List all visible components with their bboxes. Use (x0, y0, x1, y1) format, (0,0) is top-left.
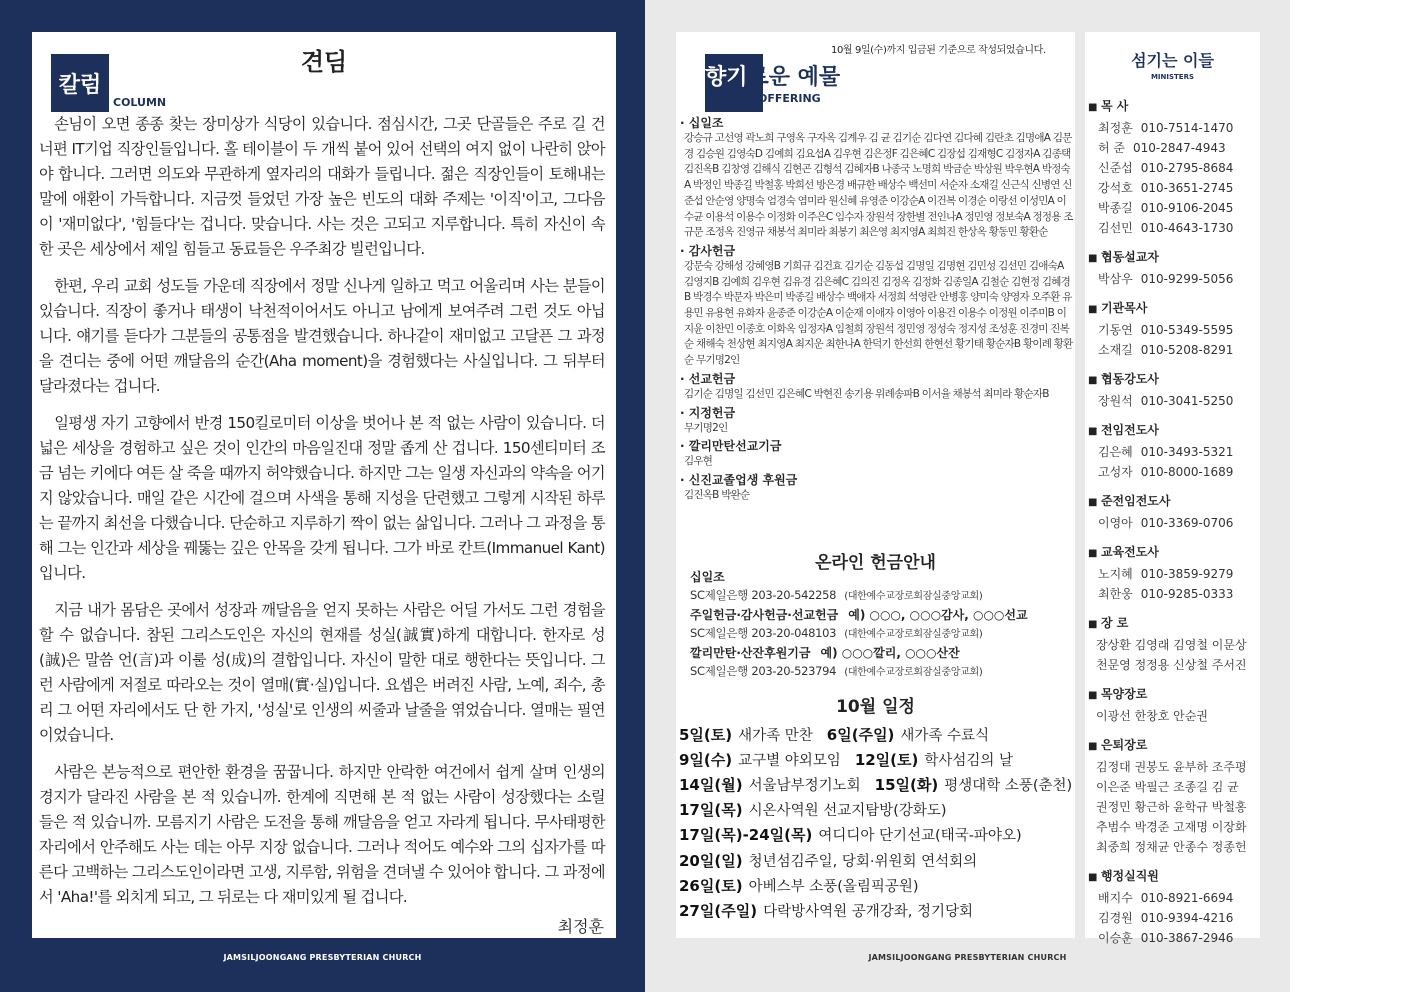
minister-name: 최정훈 (1098, 121, 1133, 135)
schedule-row (679, 822, 1073, 847)
schedule-event: 교구별 야외모임 (738, 753, 841, 770)
footer-church-name-right: JAMSILJOONGANG PRESBYTERIAN CHURCH (868, 953, 1067, 962)
minister-row (1088, 340, 1256, 360)
minister-name: 신준섭 (1098, 161, 1133, 175)
column-paragraph: 지금 내가 몸담은 곳에서 성장과 깨달음을 얻지 못하는 사람은 어딜 가서도 그런 경험을 할 수 없습니다. 참된 그리스도인은 자신의 현재를 성실(誠實)하게 대합니다. 한자로 성(誠)은 말씀 언(言)과 이룰 성(成)의 결합입니다. 자신이 말한 대로 행한다는 뜻입니다. 그런 사람에게 저절로 따라오는 것이 열매(實·실)입니다. 요셉은 버려진 사람, 노예, 죄수, 총리 그 어떤 자리에서도 단 한 가지, '성실'로 인생의 씨줄과 날줄을 엮었습니다. 열매는 필연이었습니다. (39, 601, 605, 744)
schedule-row (679, 722, 1073, 747)
minister-name: 노지혜 (1098, 567, 1133, 581)
online-giving-title: 온라인 헌금안내 (815, 553, 936, 573)
schedule-date: 5일(토) (679, 726, 733, 745)
minister-group-head: ■ 협동설교자 (1088, 247, 1256, 269)
minister-group-head: ■ 교육전도사 (1088, 542, 1256, 564)
minister-row (1088, 138, 1256, 158)
offering-section (680, 244, 1073, 369)
schedule-list (679, 722, 1073, 923)
minister-phone: 010-8000-1689 (1140, 465, 1234, 479)
offering-section (680, 439, 1073, 470)
minister-phone: 010-3041-5250 (1140, 394, 1234, 408)
minister-group (1088, 298, 1256, 360)
schedule-row (679, 898, 1073, 923)
column-paragraph: 손님이 오면 종종 찾는 장미상가 식당이 있습니다. 점심시간, 그곳 단골들은 주로 길 건너편 IT기업 직장인들입니다. 홀 테이블이 두 개씩 붙어 있어 선택의 여지 없이 나란히 앉아야 합니다. 그러면 의도와 무관하게 옆자리의 대화가 들립니다. 젊은 직장인들이 토해내는 말에 애환이 가득합니다. 지금껏 들었던 가장 높은 빈도의 대화 주제는 '이직'이고, 그다음이 '재미없다', '힘들다'는 겁니다. 맞습니다. 사는 것은 고되고 지루합니다. 특히 자신이 속한 곳은 세상에서 제일 힘들고 동료들은 우주최강 빌런입니다. (39, 115, 605, 258)
offering-section-names: 김기순 김명일 김선민 김은혜C 박현진 송기용 위례송파B 이서율 채봉석 최미라 황순자B (684, 387, 1049, 400)
offering-sub-label: OFFERING (758, 92, 821, 105)
offering-section (680, 406, 1073, 437)
minister-name: 고성자 (1098, 465, 1133, 479)
schedule-date: 6일(주일) (826, 726, 895, 745)
minister-row (1088, 513, 1256, 533)
offering-section-head: · 지정헌금 (680, 406, 1073, 421)
elder-names-line: 이광선 한창호 안순권 (1096, 709, 1208, 723)
minister-name: 배지수 (1098, 891, 1133, 905)
offering-section-head: · 신진교졸업생 후원금 (680, 473, 1073, 488)
minister-group (1088, 735, 1256, 857)
elder-names-line: 추범수 박경준 고재명 이장화 (1096, 820, 1247, 834)
offering-note: 10월 9일(수)까지 입금된 기준으로 작성되었습니다. (831, 45, 1046, 56)
schedule-event: 평생대학 소풍(춘천) (944, 778, 1073, 795)
online-item-head: 주일헌금·감사헌금·선교헌금 예) ○○○, ○○○감사, ○○○선교 (690, 608, 1028, 622)
minister-group (1088, 866, 1256, 948)
minister-phone: 010-2795-8684 (1140, 161, 1234, 175)
minister-row (1088, 198, 1256, 218)
offering-section-names: 김진옥B 박완순 (684, 488, 750, 501)
column-signature: 최정훈 (557, 917, 604, 936)
minister-group (1088, 247, 1256, 289)
minister-group-head: ■ 전임전도사 (1088, 420, 1256, 442)
minister-row (1088, 888, 1256, 908)
minister-row (1088, 218, 1256, 238)
minister-group (1088, 491, 1256, 533)
minister-group (1088, 420, 1256, 482)
minister-name: 소재길 (1098, 343, 1133, 357)
schedule-date: 12일(토) (854, 751, 919, 770)
elder-names-line: 천문영 정정용 신상철 주서진 (1096, 658, 1247, 672)
offering-section (680, 116, 1073, 241)
minister-group-head: ■ 목 사 (1088, 96, 1256, 118)
minister-phone: 010-3493-5321 (1140, 445, 1234, 459)
minister-name: 김경원 (1098, 911, 1133, 925)
minister-row (1088, 908, 1256, 928)
column-body (39, 112, 605, 922)
schedule-date: 20일(일) (679, 851, 743, 870)
minister-name: 최한웅 (1098, 587, 1133, 601)
schedule-event: 아베스부 소풍(올림픽공원) (748, 878, 919, 895)
minister-name: 이승훈 (1098, 931, 1133, 945)
minister-name: 김선민 (1098, 221, 1133, 235)
ministers-sub-label: MINISTERS (1150, 73, 1195, 81)
minister-phone: 010-2847-4943 (1133, 141, 1226, 155)
minister-name: 박종길 (1098, 201, 1133, 215)
schedule-event: 다락방사역원 공개강좌, 정기당회 (763, 903, 973, 920)
minister-phone: 010-9299-5056 (1140, 272, 1234, 286)
offering-list (680, 116, 1073, 507)
schedule-event: 새가족 수료식 (900, 728, 990, 745)
minister-group (1088, 684, 1256, 726)
minister-row (1088, 584, 1256, 604)
minister-phone: 010-5208-8291 (1140, 343, 1234, 357)
minister-name: 김은혜 (1098, 445, 1133, 459)
offering-title: 향기로운 예물 (705, 65, 841, 90)
elder-names-line: 최중희 정채균 안종수 정종헌 (1096, 840, 1247, 854)
offering-section-head: · 깔리만탄선교기금 (680, 439, 1073, 454)
minister-name: 강석호 (1098, 181, 1133, 195)
schedule-event: 시온사역원 선교지탐방(강화도) (748, 803, 947, 820)
ministers-title: 섬기는 이들 (1131, 51, 1214, 70)
elder-names-line: 권정민 황근하 윤학규 박철홍 (1096, 800, 1247, 814)
offering-section (680, 372, 1073, 403)
column-tag: 칼럼 (51, 54, 109, 112)
elder-names-line: 장상환 김영래 김영철 이문상 (1096, 638, 1247, 652)
schedule-date: 17일(목)-24일(목) (679, 826, 813, 845)
minister-phone: 010-9106-2045 (1140, 201, 1234, 215)
minister-row (1088, 158, 1256, 178)
elder-names-line: 이은준 박필근 조종길 김 균 (1096, 780, 1239, 794)
minister-phone: 010-3651-2745 (1140, 181, 1234, 195)
footer-church-name-left: JAMSILJOONGANG PRESBYTERIAN CHURCH (223, 953, 422, 962)
minister-phone: 010-9394-4216 (1140, 911, 1234, 925)
minister-name: 박삼우 (1098, 272, 1133, 286)
minister-name: 장원석 (1098, 394, 1133, 408)
column-title: 견딤 (300, 48, 348, 76)
schedule-event: 서울남부정기노회 (748, 778, 861, 795)
schedule-event: 새가족 만찬 (738, 728, 813, 745)
minister-group-head: ■ 기관목사 (1088, 298, 1256, 320)
minister-row (1088, 442, 1256, 462)
minister-group-head: ■ 장 로 (1088, 613, 1256, 635)
minister-phone: 010-3859-9279 (1140, 567, 1234, 581)
schedule-row (679, 847, 1073, 872)
offering-section-names: 강승규 고선영 곽노희 구영옥 구자옥 김계우 김 균 김기순 김다연 김다혜 김란초 김명애A 김문경 김승원 김영숙D 김예희 김요섭A 김우현 김은정F 김은혜C 김장섭 김재형C 김정자A 김종택 김진옥B 김창영 김해식 김현곤 김형석 김혜자B 나종국 노명희 박금순 박상원 박우현A 박정숙A 박정인 박종길 박철홍 박희선 방은경 배규한 배상수 백선미 서순자 소재길 신근식 신병연 신준섭 안순영 양명숙 엄경숙 염미라 원신혜 유영준 이강순A 이건복 이경순 이랑선 이성민A 이수균 이용석 이용수 이정화 이주은C 임수자 장원석 장한별 전인나A 정민영 정보숙A 정정용 조규문 조정옥 진영규 채봉석 최미라 최봉기 최은영 최지영A 최희진 한상옥 황동민 황환순 (684, 132, 1073, 239)
schedule-date: 26일(토) (679, 876, 743, 895)
column-paragraph: 한편, 우리 교회 성도들 가운데 직장에서 정말 신나게 일하고 먹고 어울리며 사는 분들이 있습니다. 직장이 좋거나 태생이 낙천적이어서도 아니고 남에게 보여주려 그런 것도 아닙니다. 얘기를 듣다가 그분들의 공통점을 발견했습니다. 하나같이 재미없고 고달픈 그 과정을 견디는 중에 어떤 깨달음의 순간(Aha moment)을 경험했다는 사실입니다. 그 뒤부터 달라졌다는 겁니다. (39, 277, 605, 395)
offering-page (676, 32, 1075, 938)
minister-group (1088, 96, 1256, 238)
schedule-row (679, 747, 1073, 772)
minister-group-head: ■ 행정실직원 (1088, 866, 1256, 888)
schedule-row (679, 873, 1073, 898)
minister-row (1088, 462, 1256, 482)
schedule-row (679, 772, 1073, 797)
offering-section (680, 473, 1073, 504)
online-item-bank: SC제일은행 203-20-523794 (대한예수교장로회잠실중앙교회) (690, 664, 983, 678)
schedule-date: 17일(목) (679, 801, 743, 820)
minister-group-head: ■ 은퇴장로 (1088, 735, 1256, 757)
minister-phone: 010-7514-1470 (1140, 121, 1234, 135)
schedule-row (679, 797, 1073, 822)
online-giving-list (690, 568, 1070, 682)
offering-section-names: 김우현 (684, 455, 713, 468)
schedule-event: 청년섬김주일, 당회·위원회 연석회의 (748, 853, 978, 870)
schedule-event: 학사섬김의 날 (924, 753, 1014, 770)
elder-names-line: 김정대 권봉도 윤부하 조주평 (1096, 760, 1247, 774)
online-item-head: 십일조 (690, 570, 725, 584)
minister-row (1088, 118, 1256, 138)
online-item-bank: SC제일은행 203-20-542258 (대한예수교장로회잠실중앙교회) (690, 588, 983, 602)
minister-phone: 010-4643-1730 (1140, 221, 1234, 235)
online-item-bank: SC제일은행 203-20-048103 (대한예수교장로회잠실중앙교회) (690, 626, 983, 640)
column-page (32, 32, 616, 938)
ministers-list (1088, 96, 1256, 957)
minister-name: 허 준 (1098, 141, 1125, 155)
schedule-date: 9일(수) (679, 751, 733, 770)
minister-group-head: ■ 목양장로 (1088, 684, 1256, 706)
ministers-page (1085, 32, 1260, 945)
offering-section-head: · 감사헌금 (680, 244, 1073, 259)
offering-section-head: · 십일조 (680, 116, 1073, 131)
offering-section-names: 강문숙 강해성 강혜영B 기희규 김건효 김기순 김동섭 김명일 김명현 김민성 김선민 김애숙A 김영지B 김예희 김우현 김유경 김은혜C 김의진 김정옥 김정화 김종일A 김철순 김현정 김혜경B 박경수 박문자 박은미 박종길 배상수 백애자 서정희 석영란 안병홍 양미숙 양영자 오주환 유용민 유용현 유화자 윤종준 이강순A 이순재 이애자 이영아 이용건 이용수 이정원 이주미B 이지윤 이찬민 이종호 이화옥 임정자A 임철희 장원석 정민영 정성숙 정지성 조성훈 진경미 진복순 채해숙 천상현 최지영A 최지운 최한나A 한덕기 한선희 한현선 황기태 황순자B 황이례 황환순 무기명2인 (684, 259, 1073, 367)
column-paragraph: 일평생 자기 고향에서 반경 150킬로미터 이상을 벗어나 본 적 없는 사람이 있습니다. 더 넓은 세상을 경험하고 싶은 것이 인간의 마음일진대 정말 좁게 산 겁니다. 150센티미터 조금 넘는 키에다 여든 살 죽을 때까지 허약했습니다. 하지만 그는 일생 자신과의 약속을 어기지 않았습니다. 매일 같은 시간에 걸으며 사색을 통해 지성을 단련했고 그렇게 시작된 하루는 끝까지 최선을 다했습니다. 단순하고 지루하기 짝이 없는 삶입니다. 그러나 그 과정을 통해 그는 인간과 세상을 꿰뚫는 깊은 안목을 갖게 됩니다. 그가 바로 칸트(Immanuel Kant)입니다. (39, 414, 605, 582)
offering-section-names: 무기명2인 (684, 421, 728, 434)
column-sub-label: COLUMN (113, 96, 167, 109)
schedule-event: 여디디아 단기선교(태국-파야오) (818, 828, 1022, 845)
minister-row (1088, 391, 1256, 411)
minister-name: 이영아 (1098, 516, 1133, 530)
schedule-date: 14일(월) (679, 776, 743, 795)
minister-group (1088, 369, 1256, 411)
minister-group-head: ■ 협동강도사 (1088, 369, 1256, 391)
online-item-head: 깔리만탄·산잔후원기금 예) ○○○깔리, ○○○산잔 (690, 646, 960, 660)
schedule-date: 27일(주일) (679, 901, 758, 920)
minister-group (1088, 542, 1256, 604)
minister-phone: 010-3867-2946 (1140, 931, 1234, 945)
schedule-title: 10월 일정 (836, 697, 915, 717)
offering-section-head: · 선교헌금 (680, 372, 1073, 387)
minister-row (1088, 928, 1256, 948)
minister-phone: 010-5349-5595 (1140, 323, 1234, 337)
schedule-date: 15일(화) (874, 776, 939, 795)
column-paragraph: 사람은 본능적으로 편안한 환경을 꿈꿉니다. 하지만 안락한 여건에서 쉽게 살며 인생의 경지가 달라진 사람을 본 적 있습니까. 한계에 직면해 본 적 없는 사람이 성장했다는 소릴 들은 적 있습니까. 모름지기 사람은 도전을 통해 깨달음을 얻고 자라게 됩니다. 무사태평한 자리에서 안주해도 사는 데는 아무 지장 없습니다. 그러나 적어도 예수와 그의 십자가를 따른다 고백하는 그리스도인이라면 고생, 지루함, 위험을 견뎌낼 수 있어야 합니다. 그 과정에서 'Aha!'를 외치게 되고, 그 뒤로는 다 재미있게 될 겁니다. (39, 763, 605, 906)
minister-row (1088, 564, 1256, 584)
minister-row (1088, 178, 1256, 198)
minister-phone: 010-3369-0706 (1140, 516, 1234, 530)
minister-phone: 010-8921-6694 (1140, 891, 1234, 905)
minister-phone: 010-9285-0333 (1140, 587, 1234, 601)
minister-row (1088, 269, 1256, 289)
minister-name: 기동연 (1098, 323, 1133, 337)
minister-group (1088, 613, 1256, 675)
minister-group-head: ■ 준전임전도사 (1088, 491, 1256, 513)
minister-row (1088, 320, 1256, 340)
